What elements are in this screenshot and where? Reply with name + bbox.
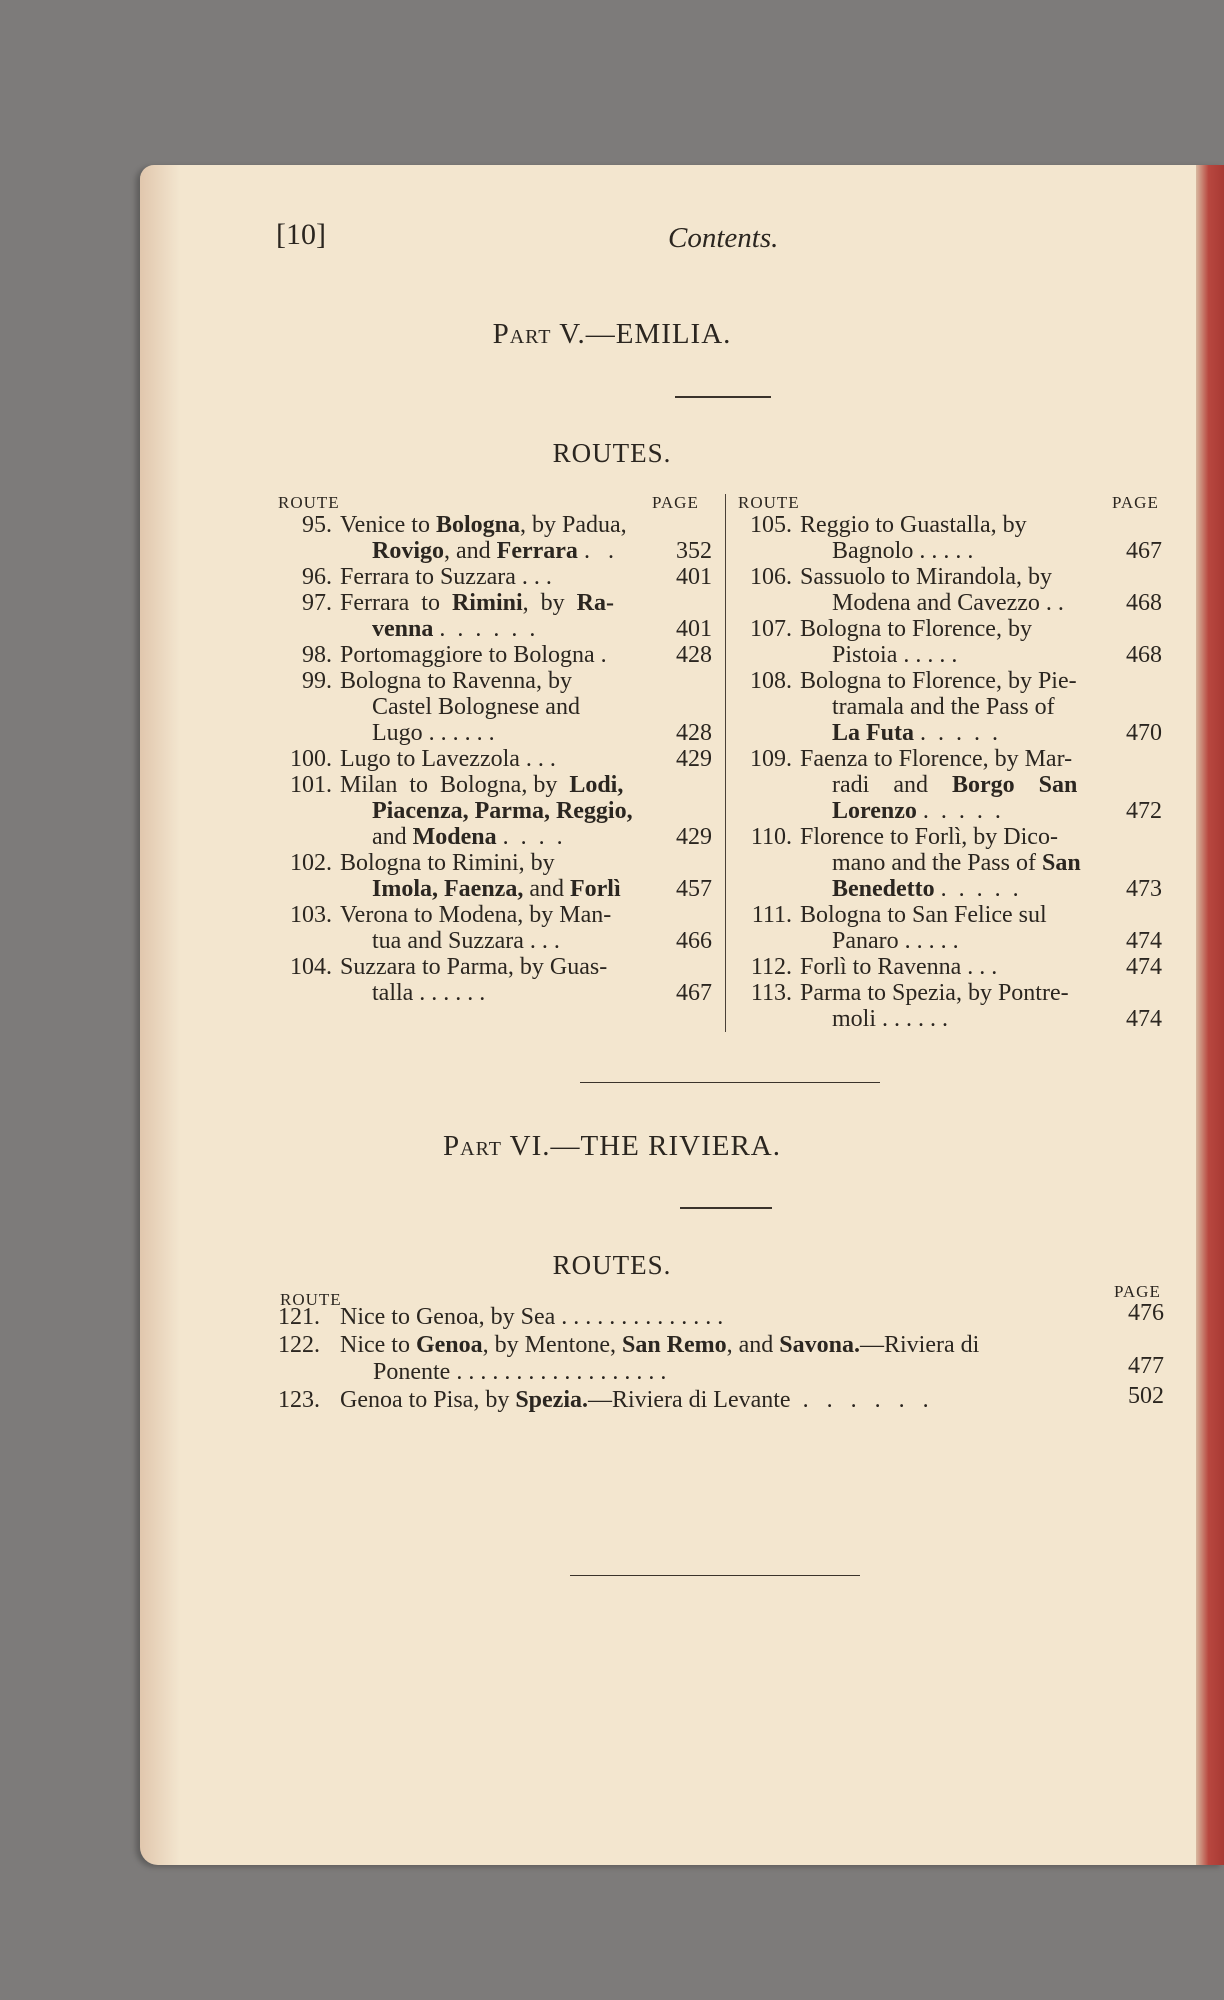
page-left-tint <box>140 165 180 1865</box>
route-entry: 113. Parma to Spezia, by Pontre- moli . . . . . . 474 <box>750 980 1162 1032</box>
route-entry: 99. Bologna to Ravenna, by Castel Bolognese and Lugo . . . . . . 428 <box>302 668 712 746</box>
part-v-left-column <box>270 512 712 1006</box>
route-text: Ponente . . . . . . . . . . . . . . . . . . <box>373 1359 667 1385</box>
column-divider <box>725 494 726 1032</box>
route-entry: 102. Bologna to Rimini, by Imola, Faenza, and Forlì 457 <box>290 850 712 902</box>
part-v-title: Part V.—EMILIA. <box>492 318 732 350</box>
route-number: 122. <box>278 1332 320 1358</box>
part-vi-page-label: PAGE <box>1114 1282 1161 1301</box>
route-entry: 106. Sassuolo to Mirandola, by Modena and Cavezzo . . 468 <box>750 564 1162 616</box>
section-divider <box>580 1082 880 1083</box>
route-entry: 107. Bologna to Florence, by Pistoia . . . . . 468 <box>750 616 1162 668</box>
page-edge <box>1196 165 1224 1865</box>
page-number: [10] <box>276 218 326 251</box>
route-entry: 111. Bologna to San Felice sul Panaro . . . . . 474 <box>751 902 1162 954</box>
part-v-routes-heading: ROUTES. <box>552 438 672 468</box>
route-entry: 110. Florence to Forlì, by Dico- mano and the Pass of San Benedetto . . . . . 473 <box>750 824 1162 902</box>
route-page: 477 <box>1128 1353 1164 1379</box>
route-entry: 97. Ferrara to Rimini, by Ra- venna . . . . . . 401 <box>302 590 712 642</box>
route-entry: 95. Venice to Bologna, by Padua, Rovigo, and Ferrara . . 352 <box>302 512 712 564</box>
part-vi-routes-heading: ROUTES. <box>552 1250 672 1280</box>
left-page-label: PAGE <box>652 493 699 512</box>
part-vi-route-label: ROUTE <box>280 1290 342 1309</box>
right-route-label: ROUTE <box>738 493 800 512</box>
route-entry: 98. Portomaggiore to Bologna . 428 <box>302 642 712 668</box>
route-entry: 112. Forlì to Ravenna . . . 474 <box>750 954 1162 980</box>
route-entry: 104. Suzzara to Parma, by Guas- talla . . . . . . 467 <box>290 954 712 1006</box>
route-number: 123. <box>278 1387 320 1413</box>
part-vi-rule <box>680 1207 772 1209</box>
route-text: Nice to Genoa, by Mentone, San Remo, and Savona.—Riviera di <box>340 1332 980 1358</box>
route-text: Nice to Genoa, by Sea . . . . . . . . . . . . . . <box>340 1304 724 1330</box>
end-rule <box>570 1575 860 1576</box>
route-entry: 103. Verona to Modena, by Man- tua and Suzzara . . . 466 <box>290 902 712 954</box>
left-route-label: ROUTE <box>278 493 340 512</box>
route-number: 121. <box>278 1304 320 1330</box>
route-page: 502 <box>1128 1383 1164 1409</box>
route-entry: 105. Reggio to Guastalla, by Bagnolo . . . . . 467 <box>750 512 1162 564</box>
route-entry: 101. Milan to Bologna, by Lodi, Piacenza, Parma, Reggio, and Modena . . . . 429 <box>290 772 712 850</box>
route-entry: 109. Faenza to Florence, by Mar- radi and Borgo San Lorenzo . . . . . 472 <box>750 746 1162 824</box>
right-page-label: PAGE <box>1112 493 1159 512</box>
part-v-right-column <box>730 512 1162 1032</box>
running-title: Contents. <box>668 222 779 254</box>
part-v-rule <box>675 396 771 398</box>
route-entry: 100. Lugo to Lavezzola . . . 429 <box>290 746 712 772</box>
part-vi-title: Part VI.—THE RIVIERA. <box>443 1130 781 1162</box>
route-entry: 96. Ferrara to Suzzara . . . 401 <box>302 564 712 590</box>
route-page: 476 <box>1128 1300 1164 1326</box>
route-entry: 108. Bologna to Florence, by Pie- tramala and the Pass of La Futa . . . . . 470 <box>750 668 1162 746</box>
route-text: Genoa to Pisa, by Spezia.—Riviera di Levante . . . . . . <box>340 1387 929 1413</box>
